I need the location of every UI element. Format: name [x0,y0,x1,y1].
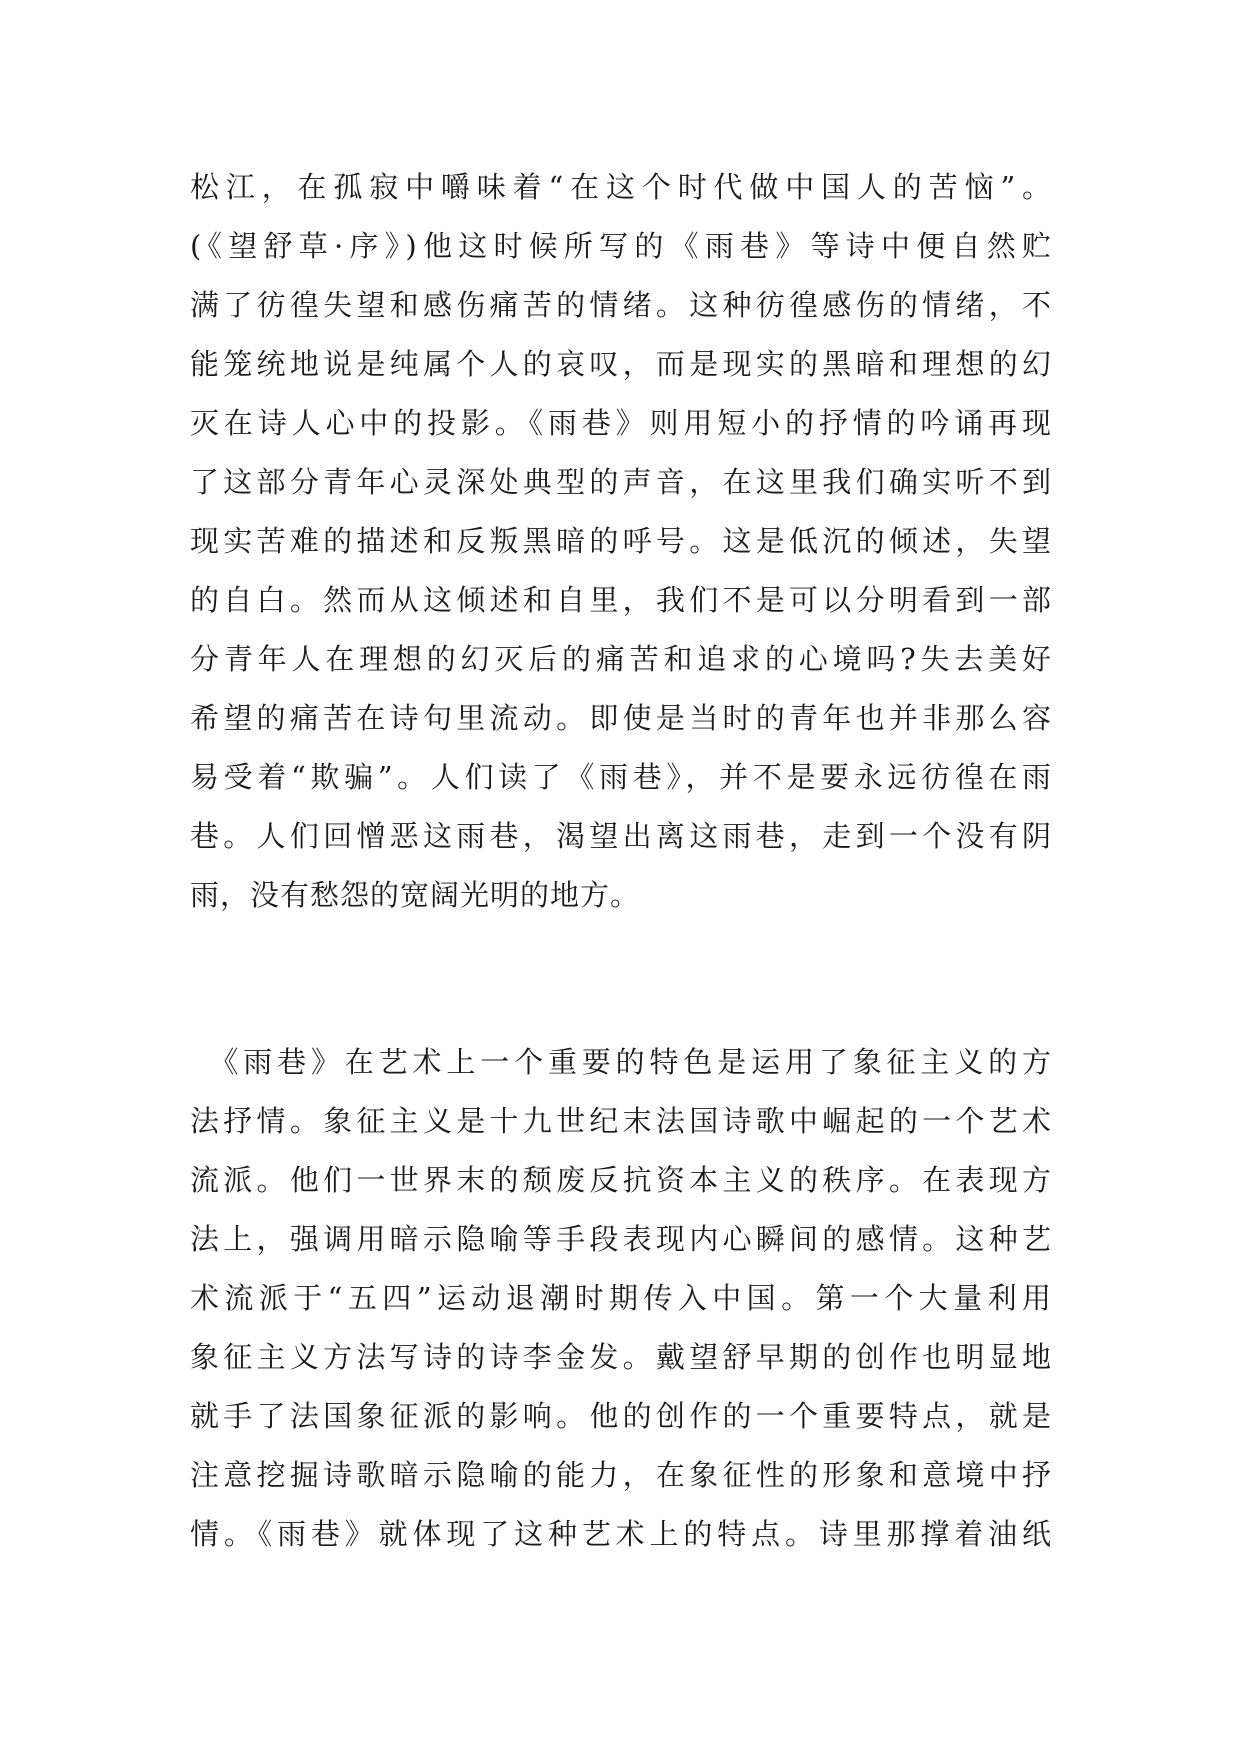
paragraph-2 [190,1033,1052,1564]
text-line: 情。《雨巷》就体现了这种艺术上的特点。诗里那撑着油纸 [190,1517,1052,1551]
text-line: 能笼统地说是纯属个人的哀叹，而是现实的黑暗和理想的幻 [190,347,1052,381]
text-line: 分青年人在理想的幻灭后的痛苦和追求的心境吗?失去美好 [190,642,1052,676]
text-line: 法抒情。象征主义是十九世纪末法国诗歌中崛起的一个艺术 [190,1104,1052,1138]
text-line: 了这部分青年心灵深处典型的声音，在这里我们确实听不到 [190,465,1052,499]
text-line: 易受着“欺骗”。人们读了《雨巷》，并不是要永远彷徨在雨 [190,760,1052,794]
text-line: 术流派于“五四”运动退潮时期传入中国。第一个大量利用 [190,1281,1052,1315]
text-line: 雨，没有愁怨的宽阔光明的地方。 [190,878,641,912]
text-line: 满了彷徨失望和感伤痛苦的情绪。这种彷徨感伤的情绪，不 [190,288,1052,322]
text-line: 希望的痛苦在诗句里流动。即使是当时的青年也并非那么容 [190,701,1052,735]
text-line: (《望舒草·序》)他这时候所写的《雨巷》等诗中便自然贮 [190,229,1052,263]
text-line: 法上，强调用暗示隐喻等手段表现内心瞬间的感情。这种艺 [190,1222,1052,1256]
text-line: 巷。人们回憎恶这雨巷，渴望出离这雨巷，走到一个没有阴 [190,819,1052,853]
paragraph-1 [190,158,1052,925]
text-line: 注意挖掘诗歌暗示隐喻的能力，在象征性的形象和意境中抒 [190,1458,1052,1492]
text-line: 《雨巷》在艺术上一个重要的特色是运用了象征主义的方 [190,1045,1052,1079]
text-line: 象征主义方法写诗的诗李金发。戴望舒早期的创作也明显地 [190,1340,1052,1374]
text-line: 松江，在孤寂中嚼味着“在这个时代做中国人的苦恼”。 [190,170,1052,204]
text-line: 的自白。然而从这倾述和自里，我们不是可以分明看到一部 [190,583,1052,617]
text-line: 就手了法国象征派的影响。他的创作的一个重要特点，就是 [190,1399,1052,1433]
text-line: 流派。他们一世界末的颓废反抗资本主义的秩序。在表现方 [190,1163,1052,1197]
text-line: 灭在诗人心中的投影。《雨巷》则用短小的抒情的吟诵再现 [190,406,1052,440]
text-line: 现实苦难的描述和反叛黑暗的呼号。这是低沉的倾述，失望 [190,524,1052,558]
